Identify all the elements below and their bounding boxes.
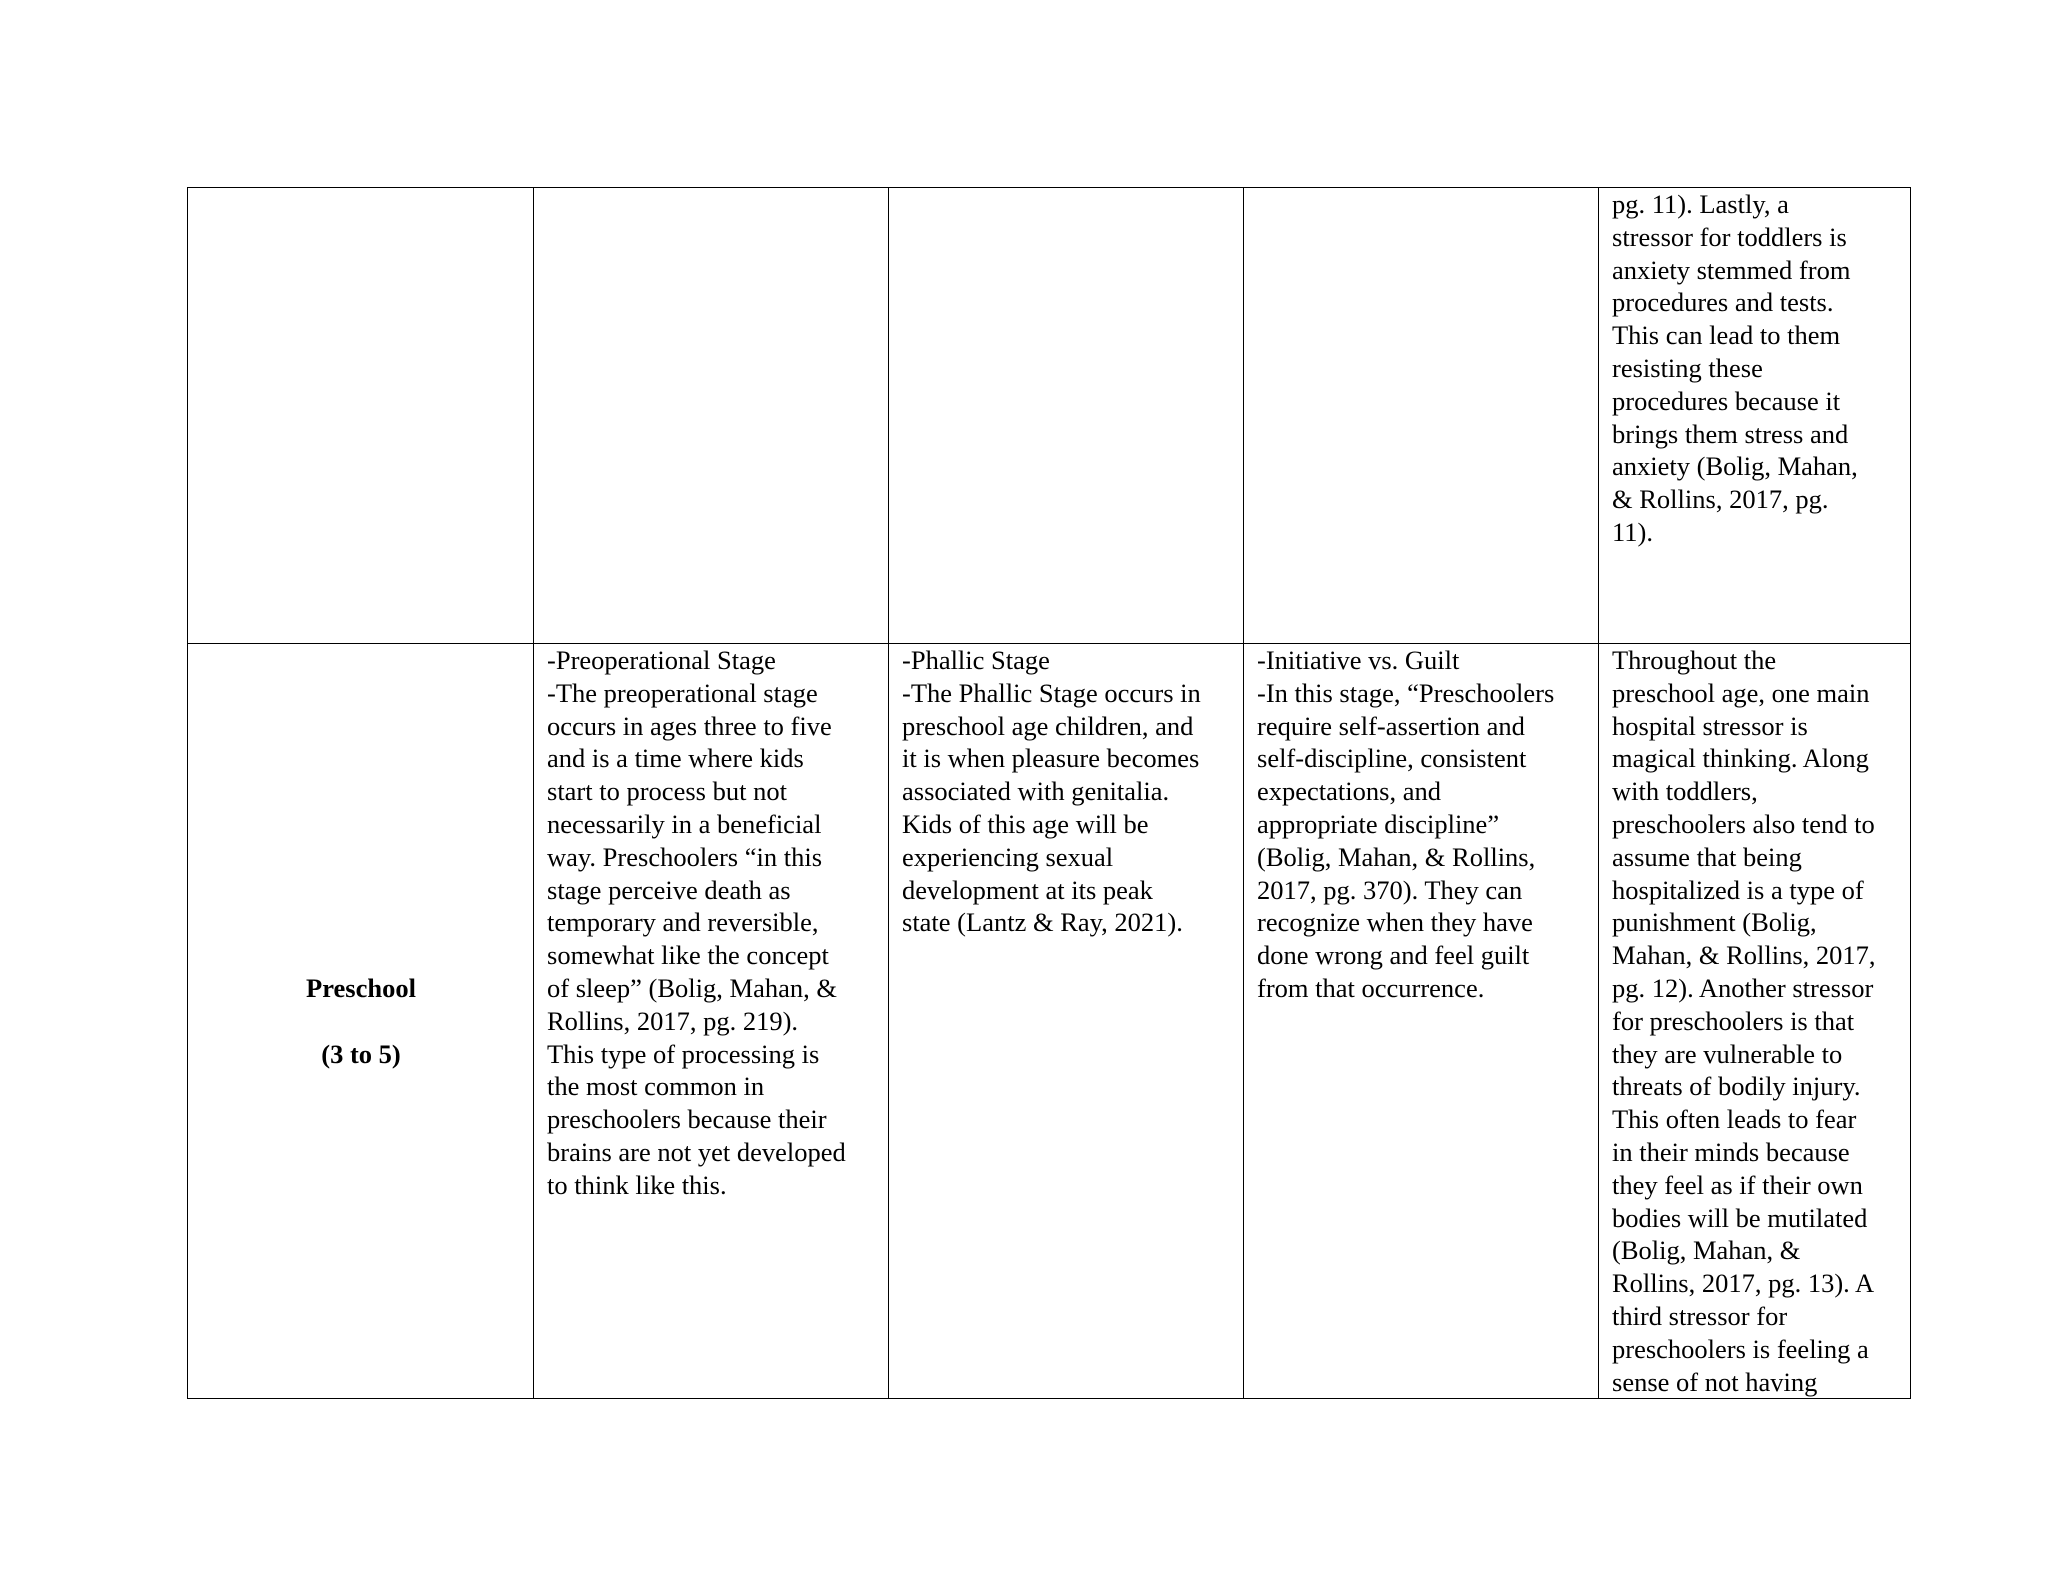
development-stages-table	[187, 187, 1911, 1399]
cell-freud-empty	[889, 188, 1244, 644]
cell-freud-phallic: -Phallic Stage -The Phallic Stage occurs in preschool age children, and it is when pleasure becomes associated with genitalia. Kids of this age will be experiencing sexual development at its peak state (Lantz & Ray, 2021).	[889, 644, 1244, 1399]
age-range: (3 to 5)	[321, 1038, 401, 1069]
table-row-preschool	[188, 644, 1911, 1399]
cell-erikson-initiative-guilt: -Initiative vs. Guilt -In this stage, “Preschoolers require self-assertion and self-discipline, consistent expectations, and appropriate discipline” (Bolig, Mahan, & Rollins, 2017, pg. 370). They can recognize when they have done wrong and feel guilt from that occurrence.	[1244, 644, 1599, 1399]
cell-stage-empty	[188, 188, 534, 644]
cell-erikson-empty	[1244, 188, 1599, 644]
cell-piaget-preoperational: -Preoperational Stage -The preoperational stage occurs in ages three to five and is a time where kids start to process but not necessarily in a beneficial way. Preschoolers “in this stage perceive death as temporary and reversible, somewhat like the concept of sleep” (Bolig, Mahan, & Rollins, 2017, pg. 219). This type of processing is the most common in preschoolers because their brains are not yet developed to think like this.	[534, 644, 889, 1399]
cell-preschool-stage	[188, 644, 534, 1399]
stage-name: Preschool	[306, 972, 416, 1003]
cell-preschool-stressors: Throughout the preschool age, one main hospital stressor is magical thinking. Along with toddlers, preschoolers also tend to assume that being hospitalized is a type of punishment (Bolig, Mahan, & Rollins, 2017, pg. 12). Another stressor for preschoolers is that they are vulnerable to threats of bodily injury. This often leads to fear in their minds because they feel as if their own bodies will be mutilated (Bolig, Mahan, & Rollins, 2017, pg. 13). A third stressor for preschoolers is feeling a sense of not having	[1599, 644, 1911, 1399]
table-row-continuation	[188, 188, 1911, 644]
cell-toddler-stressors-continued: pg. 11). Lastly, a stressor for toddlers is anxiety stemmed from procedures and tests. This can lead to them resisting these procedures because it brings them stress and anxiety (Bolig, Mahan, & Rollins, 2017, pg. 11).	[1599, 188, 1911, 644]
cell-piaget-empty	[534, 188, 889, 644]
